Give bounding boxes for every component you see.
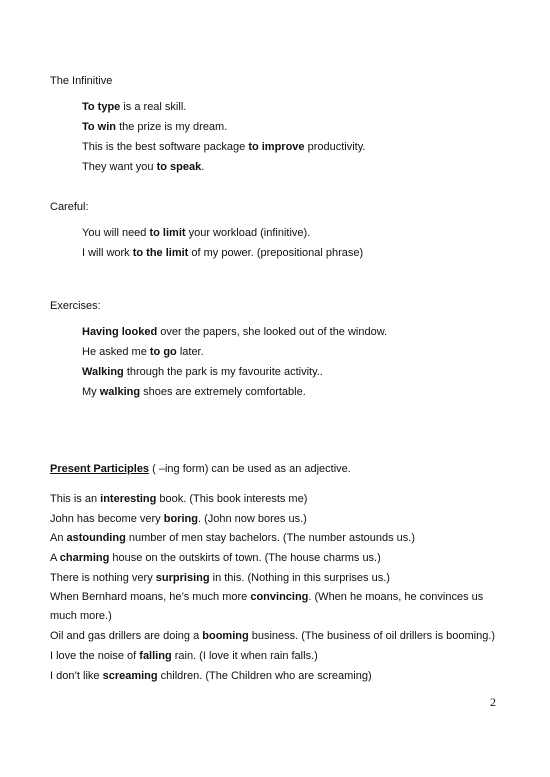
example-line: Having looked over the papers, she looked out of the window. <box>82 326 388 338</box>
example-line: To type is a real skill. <box>82 101 187 113</box>
example-line: Walking through the park is my favourite activity.. <box>82 366 323 378</box>
example-line: My walking shoes are extremely comfortable. <box>82 386 306 398</box>
example-line: I will work to the limit of my power. (prepositional phrase) <box>82 247 364 259</box>
page-number: 2 <box>490 695 496 709</box>
section-heading-exercises: Exercises: <box>50 300 101 312</box>
example-line-continued: much more.) <box>50 610 112 622</box>
example-line: An astounding number of men stay bachelors. (The number astounds us.) <box>50 532 415 544</box>
example-line: When Bernhard moans, he’s much more convincing. (When he moans, he convinces us <box>50 591 484 603</box>
example-line: This is the best software package to improve productivity. <box>82 141 366 153</box>
example-line: Oil and gas drillers are doing a booming business. (The business of oil drillers is booming.) <box>50 630 496 642</box>
example-line: A charming house on the outskirts of town. (The house charms us.) <box>50 552 381 564</box>
section-heading-infinitive: The Infinitive <box>50 75 113 87</box>
example-line: I love the noise of falling rain. (I love it when rain falls.) <box>50 650 318 662</box>
section-heading-careful: Careful: <box>50 201 89 213</box>
example-line: This is an interesting book. (This book interests me) <box>50 493 308 505</box>
example-line: You will need to limit your workload (infinitive). <box>82 227 311 239</box>
example-line: To win the prize is my dream. <box>82 121 228 133</box>
section-heading-participles: Present Participles ( –ing form) can be used as an adjective. <box>50 463 351 475</box>
example-line: They want you to speak. <box>82 161 205 173</box>
example-line: John has become very boring. (John now bores us.) <box>50 513 307 525</box>
example-line: There is nothing very surprising in this. (Nothing in this surprises us.) <box>50 572 390 584</box>
example-line: I don’t like screaming children. (The Children who are screaming) <box>50 670 372 682</box>
example-line: He asked me to go later. <box>82 346 204 358</box>
